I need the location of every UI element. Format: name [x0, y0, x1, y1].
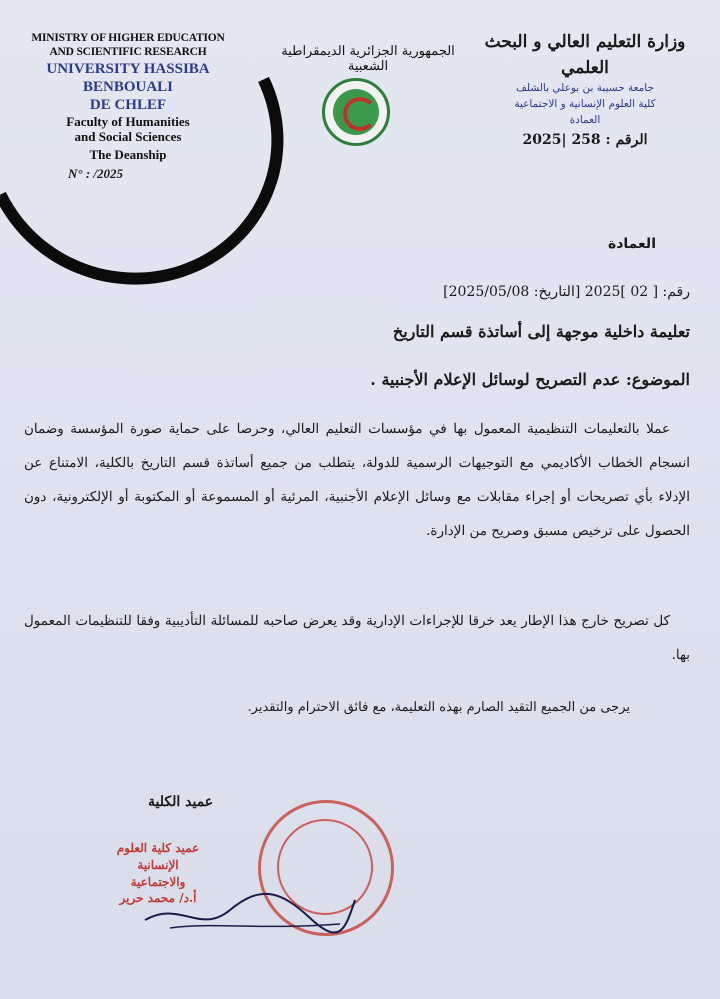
header-arabic: [480, 30, 690, 148]
deanship-en: The Deanship: [89, 146, 167, 162]
document-title: تعليمة داخلية موجهة إلى أساتذة قسم التاريخ: [392, 322, 690, 341]
university-logo: [322, 78, 390, 146]
university-en-1: UNIVERSITY HASSIBA: [46, 60, 210, 77]
university-en-3: DE CHLEF: [89, 96, 167, 113]
university-ar: جامعة حسيبة بن بوعلي بالشلف: [516, 82, 654, 94]
stamp-name: أ.د/ محمد حرير: [119, 891, 197, 906]
ministry-ar-1: وزارة التعليم العالي و البحث: [484, 32, 686, 52]
faculty-en-1: Faculty of Humanities: [66, 113, 190, 129]
reference-line: رقم: [ 02 ]2025 [التاريخ: 2025/05/08]: [443, 284, 690, 300]
paragraph-1: عملا بالتعليمات التنظيمية المعمول بها في مؤسسات التعليم العالي، وحرصا على حماية صورة المؤسسة وضمان انسجام الخطاب الأكاديمي مع التوجيهات الرسمية للدولة، يتطلب من جميع أساتذة قسم التاريخ بالكلية، الامتناع عن الإدلاء بأي تصريحات أو إجراء مقابلات مع وسائل الإعلام الأجنبية، المرئية أو المسموعة أو المكتوبة أو الإلكترونية، دون الحصول على ترخيص مسبق وصريح من الإدارة.: [24, 421, 690, 539]
stamp-line-2: والاجتماعية: [130, 874, 186, 889]
reference-number-en: N° : /2025: [68, 166, 124, 182]
ministry-en: MINISTRY OF HIGHER EDUCATION AND SCIENTIFIC RESEARCH: [31, 32, 225, 58]
paragraph-2: كل تصريح خارج هذا الإطار يعد خرقا للإجراءات الإدارية وقد يعرض صاحبه للمسائلة التأديبية وفقا للتنظيمات المعمول بها.: [24, 613, 690, 663]
ministry-ar-2: العلمي: [561, 57, 609, 78]
handwritten-signature: [140, 880, 360, 940]
header-english: [28, 32, 228, 182]
dean-title: عميد الكلية: [148, 794, 214, 810]
faculty-ar: كلية العلوم الإنسانية و الاجتماعية: [514, 97, 656, 110]
closing-line: يرجى من الجميع التقيد الصارم بهذه التعليمة، مع فائق الاحترام والتقدير.: [247, 700, 630, 715]
faculty-en-2: and Social Sciences: [74, 129, 182, 145]
university-en-2: BENBOUALI: [82, 78, 174, 95]
deanship-heading: العمادة: [607, 236, 656, 252]
document-subject: الموضوع: عدم التصريح لوسائل الإعلام الأجنبية .: [370, 370, 690, 389]
deanship-ar-small: العمادة: [569, 113, 601, 126]
reference-ar: الرقم : 258 |2025: [522, 132, 648, 149]
stamp-line-1: عميد كلية العلوم الإنسانية: [116, 841, 200, 872]
republic-title: الجمهورية الجزائرية الديمقراطية الشعبية: [281, 44, 455, 74]
